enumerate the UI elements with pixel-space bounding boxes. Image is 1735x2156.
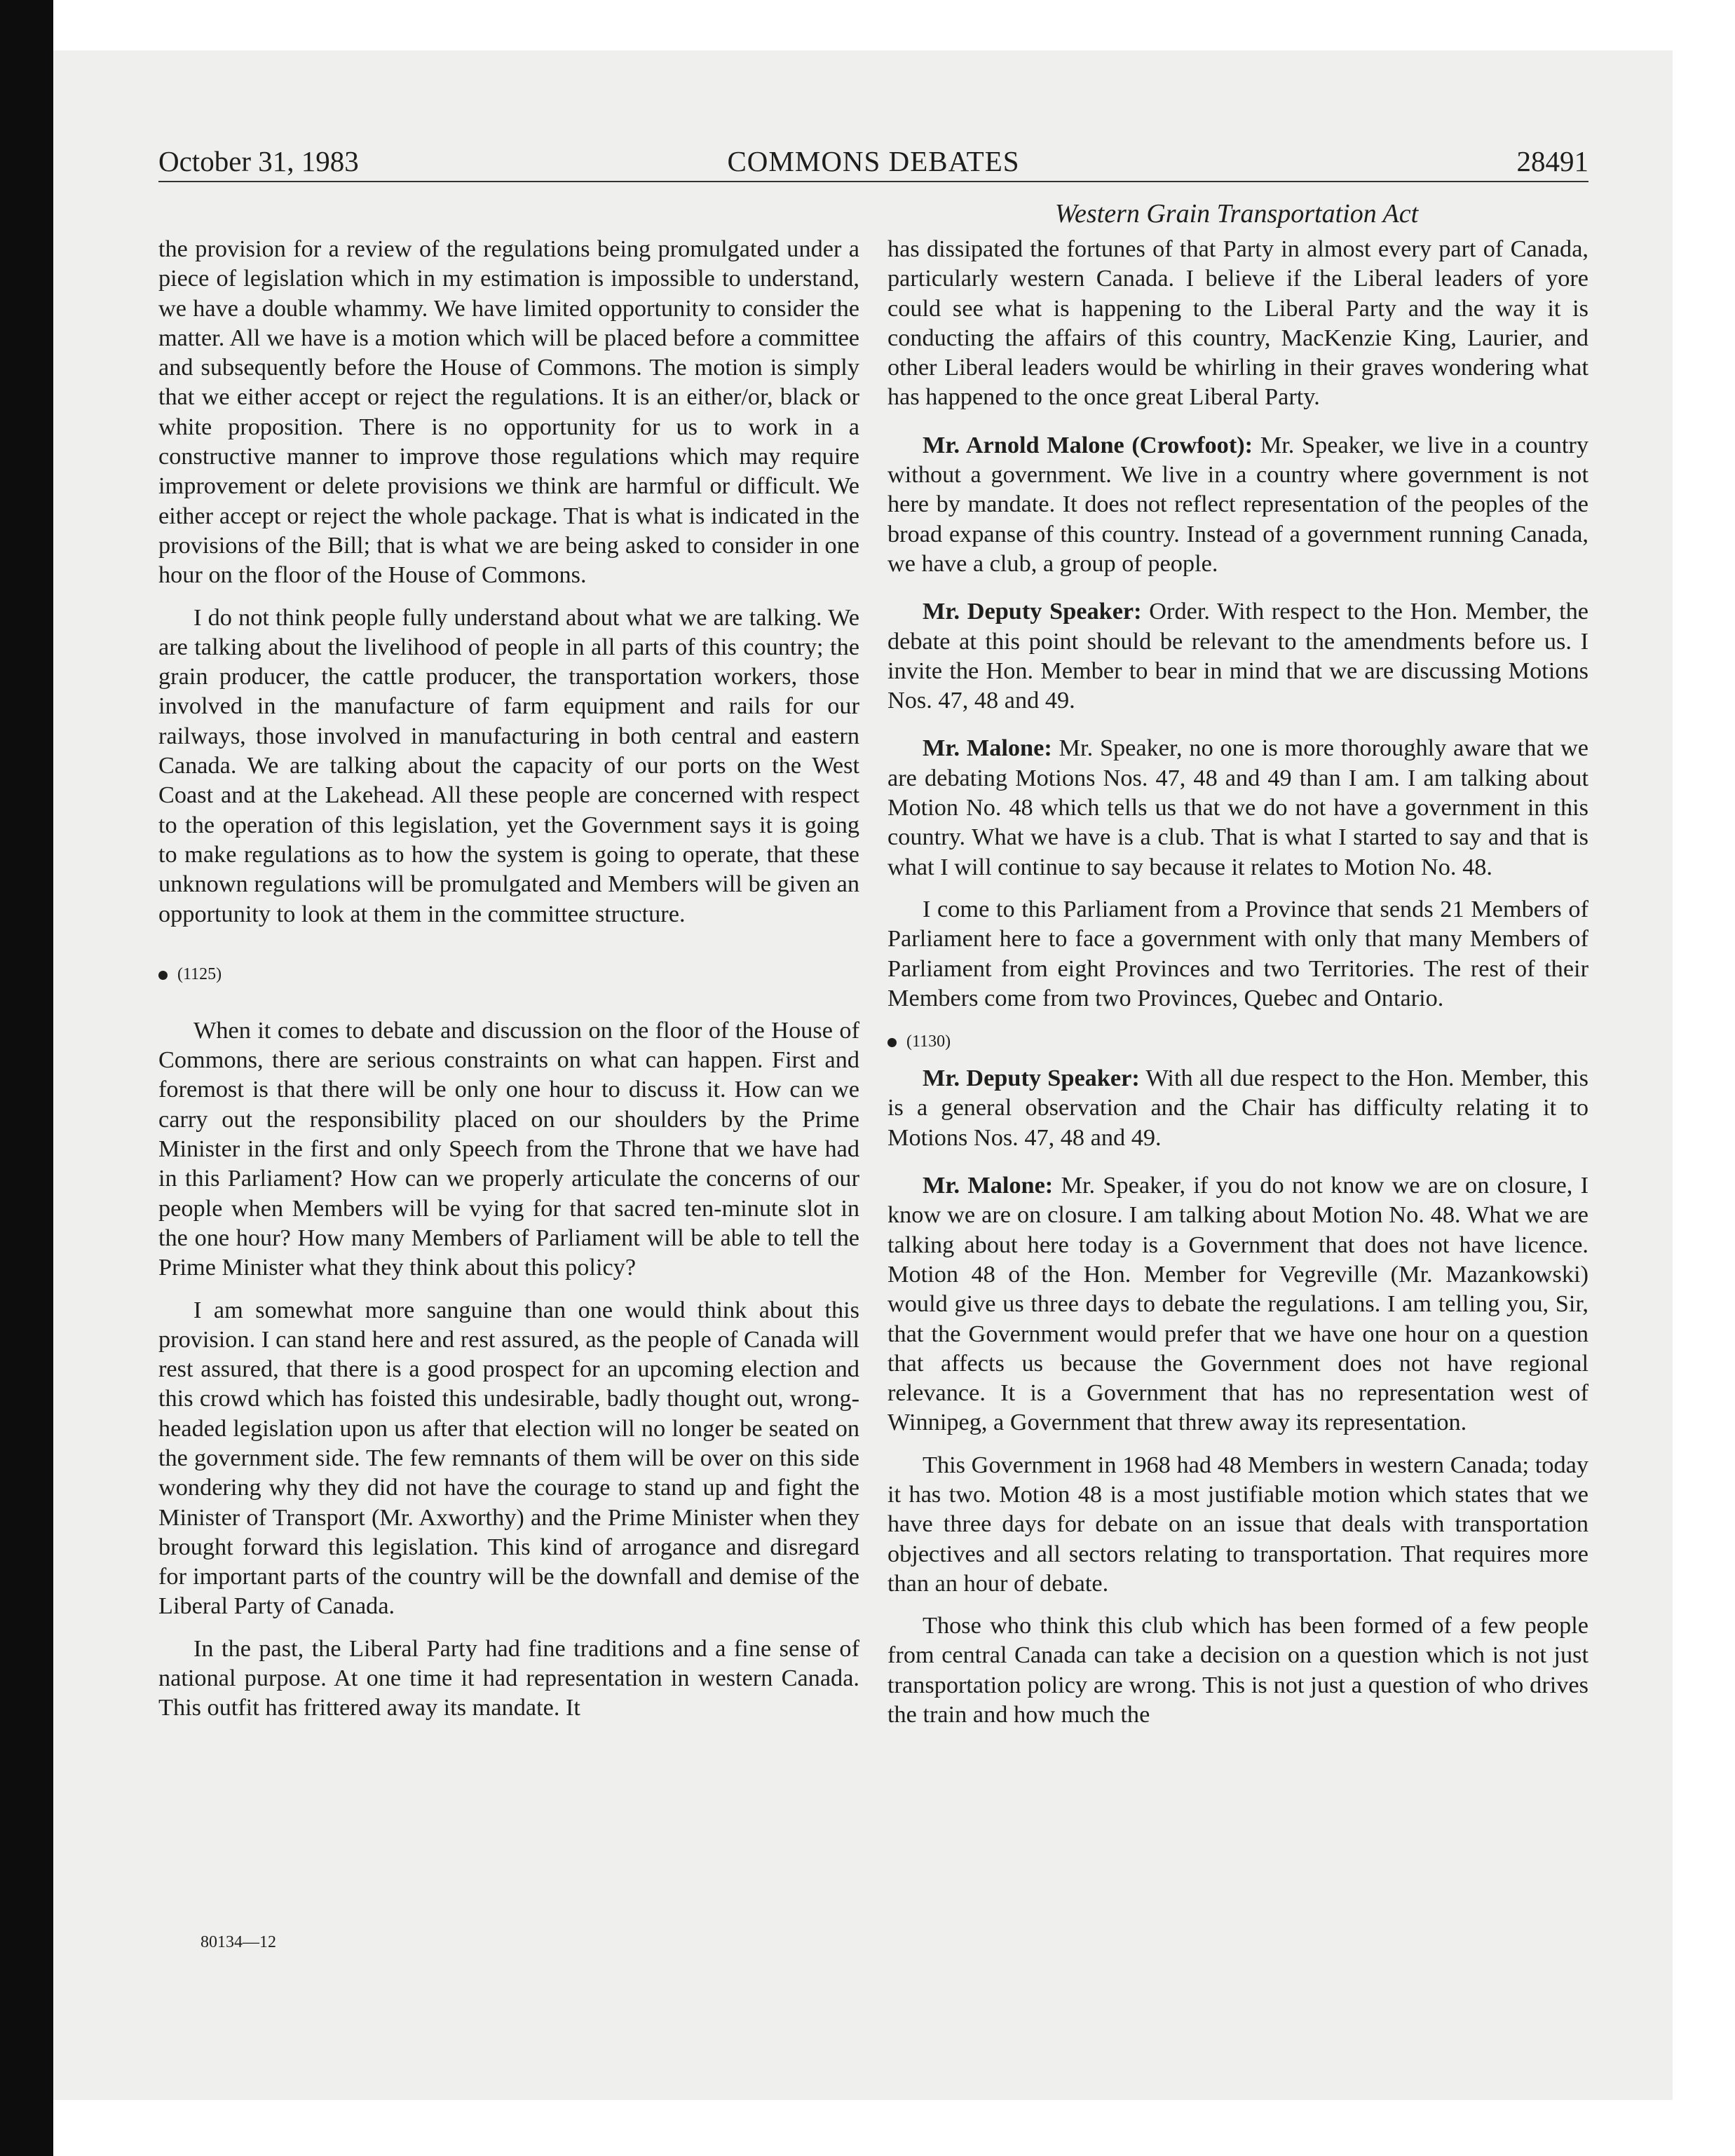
bullet-icon [887,1038,897,1047]
running-head: Western Grain Transportation Act [1054,199,1419,228]
paragraph: Those who think this club which has been formed of a few people from central Canada can take a decision on a question which is not just transportation policy are wrong. This is not just a question of who drives the train and how much the [887,1612,1588,1728]
speech [887,1171,1588,1438]
speaker-name: Mr. Malone: [923,735,1052,762]
paragraph: I come to this Parliament from a Province that sends 21 Members of Parliament here to face a government with only that many Members of Parliament from eight Provinces and two Territories. The rest of their Members come from two Provinces, Quebec and Ontario. [887,895,1588,1011]
speech [887,596,1588,715]
time-marker [158,960,859,989]
speaker-name: Mr. Deputy Speaker: [923,1065,1140,1092]
speech-text: Mr. Speaker, no one is more thoroughly aware that we are debating Motions Nos. 47, 48 and 49 than I am. I am talking about Motion No. 48 which tells us that we do not have a government in this country. What we have is a club. That is what I started to say and that is what I will continue to say because it relates to Motion No. 48. [887,735,1588,880]
paragraph: In the past, the Liberal Party had fine traditions and a fine sense of national purpose. At one time it had representation in western Canada. This outfit has frittered away its mandate. It [158,1635,859,1721]
speech [887,430,1588,578]
speaker-name: Mr. Deputy Speaker: [923,598,1142,625]
left-column [158,234,859,1723]
speech-text: Mr. Speaker, we live in a country without a government. We live in a country where government is not here by mandate. It does not reflect representation of the peoples of the broad expanse of this country. Instead of a government running Canada, we have a club, a group of people. [887,431,1588,577]
header-page-number: 28491 [1516,145,1588,177]
time-marker-text: (1125) [177,964,222,983]
right-column [887,234,1588,1729]
paragraph: When it comes to debate and discussion on the floor of the House of Commons, there are serious constraints on what can happen. First and foremost is that there will be only one hour to discuss it. How can we carry out the responsibility placed on our shoulders by the Prime Minister in the first and only Speech from the Throne that we have had in this Parliament? How can we properly articulate the concerns of our people when Members will be vying for that sacred ten-minute slot in the one hour? How many Members of Parliament will be able to tell the Prime Minister what they think about this policy? [158,1016,859,1281]
header-rule [158,181,1588,182]
speech [887,1063,1588,1152]
time-marker-text: (1130) [906,1032,951,1051]
paragraph: I am somewhat more sanguine than one would think about this provision. I can stand here and rest assured, as the people of Canada will rest assured, that there is a good prospect for an upcoming election and this crowd which has foisted this undesirable, badly thought out, wrong-headed legislation upon us after that election will no longer be seated on the government side. The few remnants of them will be over on this side wondering why they did not have the courage to stand up and fight the Minister of Transport (Mr. Axworthy) and the Prime Minister when they brought forward this legislation. This kind of arrogance and disregard for important parts of the country will be the downfall and demise of the Liberal Party of Canada. [158,1296,859,1620]
paragraph: has dissipated the fortunes of that Party in almost every part of Canada, particularly western Canada. I believe if the Liberal leaders of yore could see what is happening to the Liberal Party and the way it is conducting the affairs of this country, MacKenzie King, Laurier, and other Liberal leaders would be whirling in their graves wondering what has happened to the once great Liberal Party. [887,236,1588,411]
header-title: COMMONS DEBATES [727,145,1020,177]
footer-print-code: 80134—12 [200,1933,276,1951]
speech-text: Order. With respect to the Hon. Member, the debate at this point should be relevant to the amendments before us. I invite the Hon. Member to bear in mind that we are discussing Motions Nos. 47, 48 and 49. [887,598,1588,714]
speaker-name: Mr. Malone: [923,1172,1054,1199]
paragraph: This Government in 1968 had 48 Members in western Canada; today it has two. Motion 48 is a most justifiable motion which states that we have three days for debate on an issue that deals with transportation objectives and all sectors relating to transportation. That requires more than an hour of debate. [887,1451,1588,1597]
header-date: October 31, 1983 [158,145,359,177]
paragraph: the provision for a review of the regulations being promulgated under a piece of legislation which in my estimation is impossible to understand, we have a double whammy. We have limited opportunity to consider the matter. All we have is a motion which will be placed before a committee and subsequently before the House of Commons. The motion is simply that we either accept or reject the regulations. It is an either/or, black or white proposition. There is no opportunity for us to work in a constructive manner to improve those regulations which may require improvement or delete provisions we think are harmful or difficult. We either accept or reject the whole package. That is what is indicated in the provisions of the Bill; that is what we are being asked to consider in one hour on the floor of the House of Commons. [158,236,859,589]
speech-text: Mr. Speaker, if you do not know we are on closure, I know we are on closure. I am talking about Motion No. 48. What we are talking about here today is a Government that does not have licence. Motion 48 of the Hon. Member for Vegreville (Mr. Mazankowski) would give us three days to debate the regulations. I am telling you, Sir, that the Government would prefer that we have one hour on a question that affects us because the Government does not have regional relevance. It is a Government that has no representation west of Winnipeg, a Government that threw away its representation. [887,1172,1588,1436]
speaker-name: Mr. Arnold Malone (Crowfoot): [923,431,1253,458]
scan-left-border [0,0,53,2156]
time-marker [887,1027,1588,1056]
page-header [158,142,1588,181]
speech-text: With all due respect to the Hon. Member, this is a general observation and the Chair has difficulty relating it to Motions Nos. 47, 48 and 49. [887,1065,1588,1151]
paragraph: I do not think people fully understand about what we are talking. We are talking about the livelihood of people in all parts of this country; the grain producer, the cattle producer, the transportation workers, those involved in the manufacture of farm equipment and rails for our railways, those involved in manufacturing in both central and eastern Canada. We are talking about the capacity of our ports on the West Coast and at the Lakehead. All these people are concerned with respect to the operation of this legislation, yet the Government says it is going to make regulations as to how the system is going to operate, that these unknown regulations will be promulgated and Members will be given an opportunity to look at them in the committee structure. [158,603,859,927]
speech [887,733,1588,881]
bullet-icon [158,971,168,980]
